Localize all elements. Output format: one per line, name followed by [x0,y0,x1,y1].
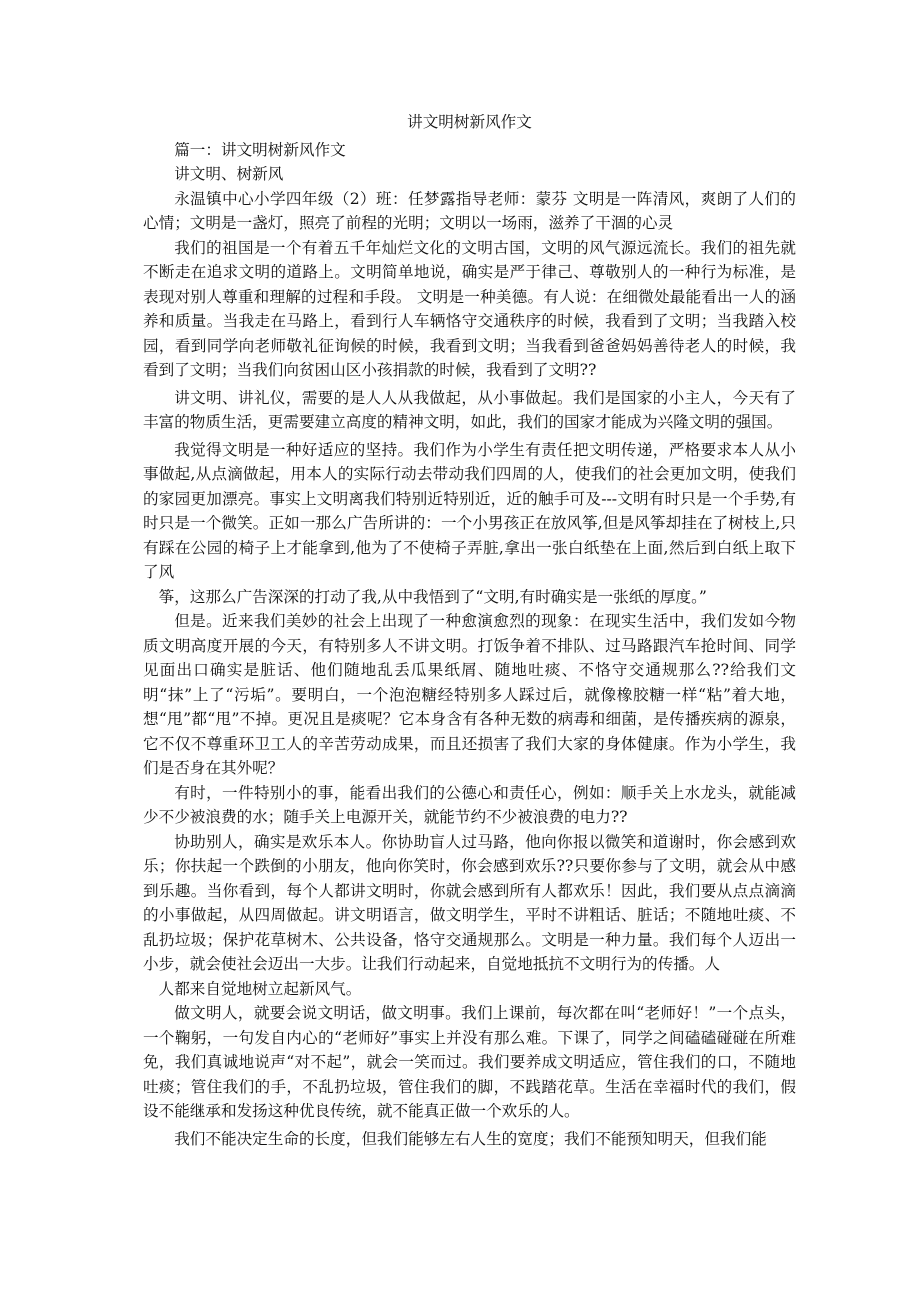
paragraph-kite-ending: 筝，这那么广告深深的打动了我,从中我悟到了“文明,有时确实是一张纸的厚度。” [158,587,707,606]
heading-chapter-one: 篇一：讲文明树新风作文 [174,140,346,159]
paragraph-civil-person: 做文明人，就要会说文明话，做文明事。我们上课前，每次都在叫“老师好！”一个点头，一个鞠躬，一句发自内心的“老师好”事实上并没有那么难。下课了，同学之间磕磕碰碰在所难免，我们真诚地说声“对不起”，就会一笑而过。我们要养成文明适应，管住我们的口，不随地吐痰；管住我们的手，不乱扔垃圾，管住我们的脚，不践踏花草。生活在幸福时代的我们，假设不能继承和发扬这种优良传统，就不能真正做一个欢乐的人。 [143,1004,796,1120]
paragraph-life-width: 我们不能决定生命的长度，但我们能够左右人生的宽度；我们不能预知明天，但我们能 [174,1129,767,1148]
document-page [143,110,796,1151]
paragraph-author-intro: 永温镇中心小学四年级（2）班：任梦露指导老师：蒙芬 文明是一阵清风，爽朗了人们的心情；文明是一盏灯，照亮了前程的光明；文明以一场雨，滋养了干涸的心灵 [143,189,796,232]
heading-subtitle: 讲文明、树新风 [174,165,284,183]
paragraph-kite-story: 我觉得文明是一种好适应的坚持。我们作为小学生有责任把文明传递，严格要求本人从小事做起,从点滴做起，用本人的实际行动去带动我们四周的人，使我们的社会更加文明，使我们的家园更加漂亮。事实上文明离我们特别近特别近，近的触手可及---文明有时只是一个手势,有时只是一个微笑。正如一那么广告所讲的：一个小男孩正在放风筝,但是风筝却挂在了树枝上,只有踩在公园的椅子上才能拿到,他为了不使椅子弄脏,拿出一张白纸垫在上面,然后到白纸上取下了风 [143,440,796,581]
paragraph-etiquette: 讲文明、讲礼仪，需要的是人人从我做起，从小事做起。我们是国家的小主人，今天有了丰富的物质生活，更需要建立高度的精神文明，如此，我们的国家才能成为兴隆文明的强国。 [143,388,796,431]
paragraph-bad-phenomena: 但是。近来我们美妙的社会上出现了一种愈演愈烈的现象：在现实生活中，我们发如今物质文明高度开展的今天，有特别多人不讲文明。打饭争着不排队、过马路跟汽车抢时间、同学见面出口确实是脏话、他们随地乱丢瓜果纸屑、随地吐痰、不恪守交通规那么??给我们文明“抹”上了“污垢”。要明白，一个泡泡糖经特别多人踩过后，就像橡胶糖一样“粘”着大地，想“甩”都“甩”不掉。更况且是痰呢？它本身含有各种无数的病毒和细菌，是传播疾病的源泉，它不仅不尊重环卫工人的辛苦劳动成果，而且还损害了我们大家的身体健康。作为小学生，我们是否身在其外呢？ [143,612,796,777]
paragraph-helping-others: 协助别人，确实是欢乐本人。你协助盲人过马路，他向你报以微笑和道谢时，你会感到欢乐；你扶起一个跌倒的小朋友，他向你笑时，你会感到欢乐??只要你参与了文明，就会从中感到乐趣。当你看到，每个人都讲文明时，你就会感到所有人都欢乐！因此，我们要从点点滴滴的小事做起，从四周做起。讲文明语言，做文明学生，平时不讲粗话、脏话；不随地吐痰、不乱扔垃圾；保护花草树木、公共设备，恪守交通规那么。文明是一种力量。我们每个人迈出一小步，就会使社会迈出一大步。让我们行动起来，自觉地抵抗不文明行为的传播。人 [143,832,796,973]
paragraph-new-atmosphere: 人都来自觉地树立起新风气。 [158,979,362,998]
paragraph-civilization-history: 我们的祖国是一个有着五千年灿烂文化的文明古国，文明的风气源远流长。我们的祖先就不断走在追求文明的道路上。文明简单地说，确实是严于律己、尊敬别人的一种行为标准，是表现对别人尊重和理解的过程和手段。 文明是一种美德。有人说：在细微处最能看出一人的涵养和质量。当我走在马路上，看到行人车辆恪守交通秩序的时候，我看到了文明；当我踏入校园，看到同学向老师敬礼征询候的时候，我看到文明；当我看到爸爸妈妈善待老人的时候，我看到了文明；当我们向贫困山区小孩捐款的时候，我看到了文明?? [143,238,796,379]
document-title: 讲文明树新风作文 [407,113,532,131]
paragraph-small-things: 有时，一件特别小的事，能看出我们的公德心和责任心，例如：顺手关上水龙头，就能减少不少被浪费的水；随手关上电源开关，就能节约不少被浪费的电力?? [143,783,796,826]
